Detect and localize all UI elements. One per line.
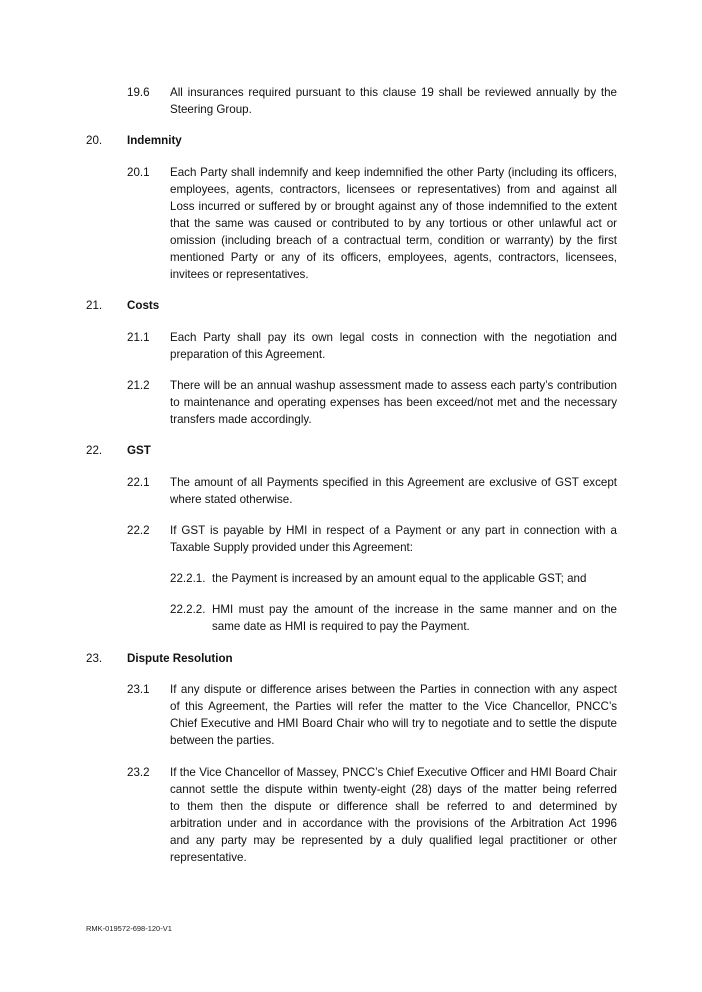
clause-text-line: to them then the dispute or difference shall be referred to and determined by bbox=[170, 800, 617, 813]
clause-text-line: cannot settle the dispute within twenty-eight (28) days of the matter being referred bbox=[170, 783, 617, 796]
clause-text-line: transfers made accordingly. bbox=[170, 413, 312, 426]
clause-text-line: invitees or representatives. bbox=[170, 268, 309, 281]
clause-text-line: and any party may be represented by a duly qualified legal practitioner or other bbox=[170, 834, 617, 847]
clause-text-line: mentioned Party or any of its officers, employees, agents, contractors, licensees, bbox=[170, 251, 617, 264]
clause-text-line: Each Party shall pay its own legal costs in connection with the negotiation and bbox=[170, 331, 617, 344]
clause-text-line: that the same was caused or contributed to by any tortious or other unlawful act or bbox=[170, 217, 617, 230]
clause-text-line: same date as HMI is required to pay the Payment. bbox=[212, 620, 470, 633]
clause-text-line: All insurances required pursuant to this clause 19 shall be reviewed annually by the bbox=[170, 86, 617, 99]
clause-text-line: The amount of all Payments specified in this Agreement are exclusive of GST except bbox=[170, 476, 617, 489]
subclause-number: 22.2.1. bbox=[170, 572, 206, 585]
clause-number: 23.2 bbox=[127, 766, 150, 779]
clause-text-line: omission (including breach of a contractual term, condition or warranty) by the first bbox=[170, 234, 617, 247]
clause-number: 19.6 bbox=[127, 86, 150, 99]
clause-number: 22.1 bbox=[127, 476, 150, 489]
clause-text-line: employees, agents, contractors, licensees or representatives) from and against all bbox=[170, 183, 617, 196]
section-heading: GST bbox=[127, 444, 151, 457]
clause-number: 21.1 bbox=[127, 331, 150, 344]
section-heading: Dispute Resolution bbox=[127, 652, 233, 665]
clause-text-line: between the parties. bbox=[170, 734, 275, 747]
section-number: 23. bbox=[86, 652, 103, 665]
clause-text-line: If any dispute or difference arises between the Parties in connection with any aspect bbox=[170, 683, 617, 696]
section-heading: Costs bbox=[127, 299, 160, 312]
clause-text-line: where stated otherwise. bbox=[170, 493, 293, 506]
clause-text-line: the Payment is increased by an amount equal to the applicable GST; and bbox=[212, 572, 587, 585]
section-number: 22. bbox=[86, 444, 103, 457]
clause-text-line: Loss incurred or suffered by or brought against any of those indemnified to the extent bbox=[170, 200, 617, 213]
clause-number: 23.1 bbox=[127, 683, 150, 696]
clause-text-line: If GST is payable by HMI in respect of a Payment or any part in connection with a bbox=[170, 524, 617, 537]
clause-text-line: Taxable Supply provided under this Agreement: bbox=[170, 541, 413, 554]
clause-text-line: of this Agreement, the Parties will refer the matter to the Vice Chancellor, PNCC’s bbox=[170, 700, 617, 713]
subclause-number: 22.2.2. bbox=[170, 603, 206, 616]
clause-text-line: to maintenance and operating expenses has been exceed/not met and the necessary bbox=[170, 396, 617, 409]
clause-text-line: Chief Executive and HMI Board Chair who will try to negotiate and to settle the dispute bbox=[170, 717, 617, 730]
clause-text-line: There will be an annual washup assessment made to assess each party’s contribution bbox=[170, 379, 617, 392]
clause-text-line: Each Party shall indemnify and keep indemnified the other Party (including its officers, bbox=[170, 166, 617, 179]
clause-number: 21.2 bbox=[127, 379, 150, 392]
clause-text-line: arbitration under and in accordance with the provisions of the Arbitration Act 1996 bbox=[170, 817, 617, 830]
clause-number: 20.1 bbox=[127, 166, 150, 179]
clause-text-line: preparation of this Agreement. bbox=[170, 348, 326, 361]
clause-text-line: Steering Group. bbox=[170, 103, 252, 116]
clause-text-line: representative. bbox=[170, 851, 247, 864]
section-number: 20. bbox=[86, 134, 103, 147]
section-heading: Indemnity bbox=[127, 134, 182, 147]
document-reference-footer: RMK-019572-698-120-V1 bbox=[86, 924, 172, 933]
clause-number: 22.2 bbox=[127, 524, 150, 537]
section-number: 21. bbox=[86, 299, 103, 312]
clause-text-line: If the Vice Chancellor of Massey, PNCC’s Chief Executive Officer and HMI Board Chair bbox=[170, 766, 617, 779]
clause-text-line: HMI must pay the amount of the increase in the same manner and on the bbox=[212, 603, 617, 616]
